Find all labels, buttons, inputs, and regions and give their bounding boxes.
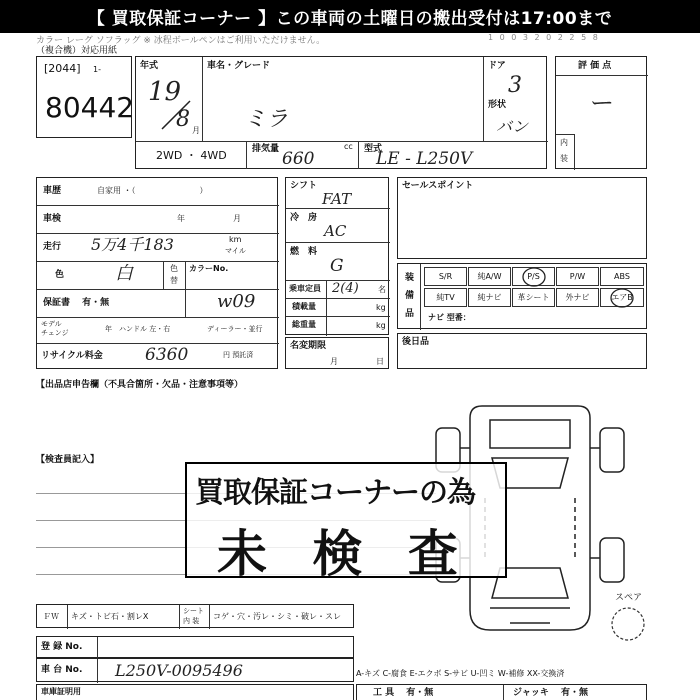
left-form — [36, 177, 278, 369]
score-box — [555, 56, 647, 169]
chassis-row — [36, 658, 354, 682]
shape-label: 形状 — [488, 100, 507, 110]
handle-label: ハンドル 左・右 — [119, 325, 171, 333]
capacity-unit: 名 — [378, 285, 386, 294]
sales-point-label: セールスポイント — [402, 181, 474, 191]
door-label: ドア — [488, 61, 506, 71]
deadline-box — [285, 337, 389, 369]
history-value: 自家用 ・（ ） — [97, 186, 208, 195]
inspection-month: 月 — [233, 214, 241, 223]
name-value: ミラ — [244, 107, 289, 132]
tools-label: 工 具 有・無 — [373, 688, 434, 698]
drive-label: 2WD ・ 4WD — [156, 149, 227, 162]
color-no-value: w09 — [217, 291, 256, 312]
ac-value: AC — [324, 222, 347, 240]
middle-form — [285, 177, 389, 335]
damage-legend: A-キズ C-腐食 E-エクボ S-サビ U-凹ミ W-補修 XX-交換済 — [356, 669, 565, 678]
banner: 【 買取保証コーナー 】この車両の土曜日の搬出受付は17:00まで — [0, 0, 700, 33]
shift-value: FAT — [322, 190, 352, 208]
equipment-label-2: 備 — [405, 291, 415, 301]
color-change-1: 色 — [170, 264, 178, 273]
stamp-box — [185, 462, 507, 583]
model-change-year: 年 — [105, 325, 112, 333]
equip-ps: P/S — [512, 267, 555, 286]
recycle-value: 6360 — [145, 345, 189, 365]
capacity-label: 乗車定員 — [289, 284, 321, 293]
equipment-label-1: 装 — [405, 273, 415, 283]
mileage-label: 走行 — [43, 242, 62, 252]
inspection-year: 年 — [177, 214, 185, 223]
load-unit: kg — [376, 303, 386, 312]
warranty-label: 保証書 有・無 — [43, 298, 110, 308]
lot-number: 80442 — [45, 91, 135, 124]
registration-row — [36, 636, 354, 658]
year-label: 年式 — [140, 61, 159, 71]
stamp-line-1: 買取保証コーナーの為 — [195, 475, 476, 509]
spare-tire-icon — [608, 604, 648, 644]
color-no-label: カラーNo. — [189, 264, 229, 273]
year-slash — [156, 97, 196, 131]
year-value: 19 — [148, 77, 182, 107]
name-label: 車名・グレード — [207, 61, 271, 71]
ac-label: 冷 房 — [290, 213, 318, 223]
inspector-label: 【検査員記入】 — [36, 455, 100, 465]
faded-header-right: 1 0 0 3 2 0 2 2 5 8 — [488, 33, 600, 42]
weight-label: 総重量 — [292, 320, 316, 329]
equip-sr: S/R — [424, 267, 467, 286]
equip-pw: P/W — [556, 267, 599, 286]
interior-label-2: 装 — [560, 154, 568, 163]
sub-title: （複合機）対応用紙 — [36, 46, 118, 56]
faded-header-line: カラー レーグ ソフラッグ ※ 冰程ボールペンはご利用いただけません。 — [36, 36, 326, 46]
color-label: 色 — [55, 270, 65, 280]
score-label: 評 価 点 — [578, 61, 612, 71]
equipment-label-3: 品 — [405, 309, 415, 319]
equipment-box — [397, 263, 647, 329]
aftermarket-label: 後日品 — [402, 337, 430, 347]
fuel-label: 燃 料 — [290, 247, 318, 257]
chassis-label: 車 台 No. — [41, 665, 83, 675]
lot-suffix: 1- — [93, 65, 101, 74]
equip-tv: 純TV — [424, 288, 467, 307]
weight-unit: kg — [376, 321, 386, 330]
cert-row — [36, 684, 354, 700]
equip-abs: ABS — [600, 267, 644, 286]
color-value: 白 — [115, 263, 133, 284]
fw-label: ＦＷ — [43, 612, 59, 621]
fw-value: キズ・トビ石・割レX — [71, 612, 149, 621]
deadline-month: 月 — [330, 357, 338, 366]
month-unit: 月 — [192, 126, 200, 135]
recycle-label: リサイクル料金 — [41, 351, 103, 361]
history-label: 車歴 — [43, 186, 62, 196]
aftermarket-box — [397, 333, 647, 369]
equip-leather: 革シート — [512, 288, 555, 307]
equip-aw: 純A/W — [468, 267, 511, 286]
jack-label: ジャッキ 有・無 — [513, 688, 588, 698]
shape-value: バン — [496, 117, 529, 136]
cc-unit: cc — [344, 142, 353, 151]
month-value: 8 — [176, 107, 190, 132]
dealer-label: ディーラー・並行 — [207, 325, 263, 333]
inspection-label: 車検 — [43, 214, 62, 224]
airbag-circle-mark — [608, 287, 636, 309]
mileage-unit-km: km — [229, 235, 242, 244]
model-value: LE - L250V — [376, 149, 473, 169]
color-change-2: 替 — [170, 276, 178, 285]
notes-label: 【出品店申告欄（不具合箇所・欠品・注意事項等） — [36, 380, 244, 390]
deadline-label: 名変期限 — [290, 341, 327, 351]
sales-point-box — [397, 177, 647, 259]
capacity-value: 2(4) — [332, 281, 359, 296]
mileage-value: 5万4千183 — [91, 235, 174, 254]
lot-box — [36, 56, 135, 138]
cc-label: 排気量 — [252, 144, 280, 154]
fuel-value: G — [330, 256, 344, 276]
seat-label-1: シート — [183, 607, 204, 615]
seat-label-2: 内 装 — [183, 617, 200, 625]
reg-label: 登 録 No. — [41, 642, 83, 652]
model-label: 型式 — [364, 144, 383, 154]
tools-row — [356, 684, 647, 700]
stamp-line-2: 未 検 査 — [217, 525, 472, 583]
fw-row — [36, 604, 354, 628]
chassis-value: L250V-0095496 — [115, 661, 243, 680]
navi-label: ナビ 型番： — [428, 313, 471, 322]
mileage-unit-mile: マイル — [225, 247, 246, 255]
vehicle-box — [135, 56, 547, 169]
shift-label: シフト — [290, 181, 318, 191]
equip-ext-navi: 外ナビ — [556, 288, 599, 307]
recycle-unit: 円 預託済 — [223, 351, 254, 359]
spare-label: スペア — [615, 593, 643, 603]
equip-navi: 純ナビ — [468, 288, 511, 307]
equip-airbag: エアB — [600, 288, 644, 307]
lot-code: [2044] — [44, 62, 81, 75]
load-label: 積載量 — [292, 302, 316, 311]
interior-label-1: 内 — [560, 138, 568, 147]
door-value: 3 — [508, 73, 522, 98]
cert-label: 車庫証明用 — [41, 687, 81, 696]
seat-value: コゲ・穴・汚レ・シミ・破レ・スレ — [213, 612, 341, 621]
ps-circle-mark — [520, 266, 548, 288]
score-value: ー — [590, 89, 614, 117]
model-change-label-1: モデル — [41, 320, 62, 328]
cc-value: 660 — [282, 149, 315, 169]
deadline-day: 日 — [376, 357, 384, 366]
model-change-label-2: チェンジ — [41, 329, 69, 337]
